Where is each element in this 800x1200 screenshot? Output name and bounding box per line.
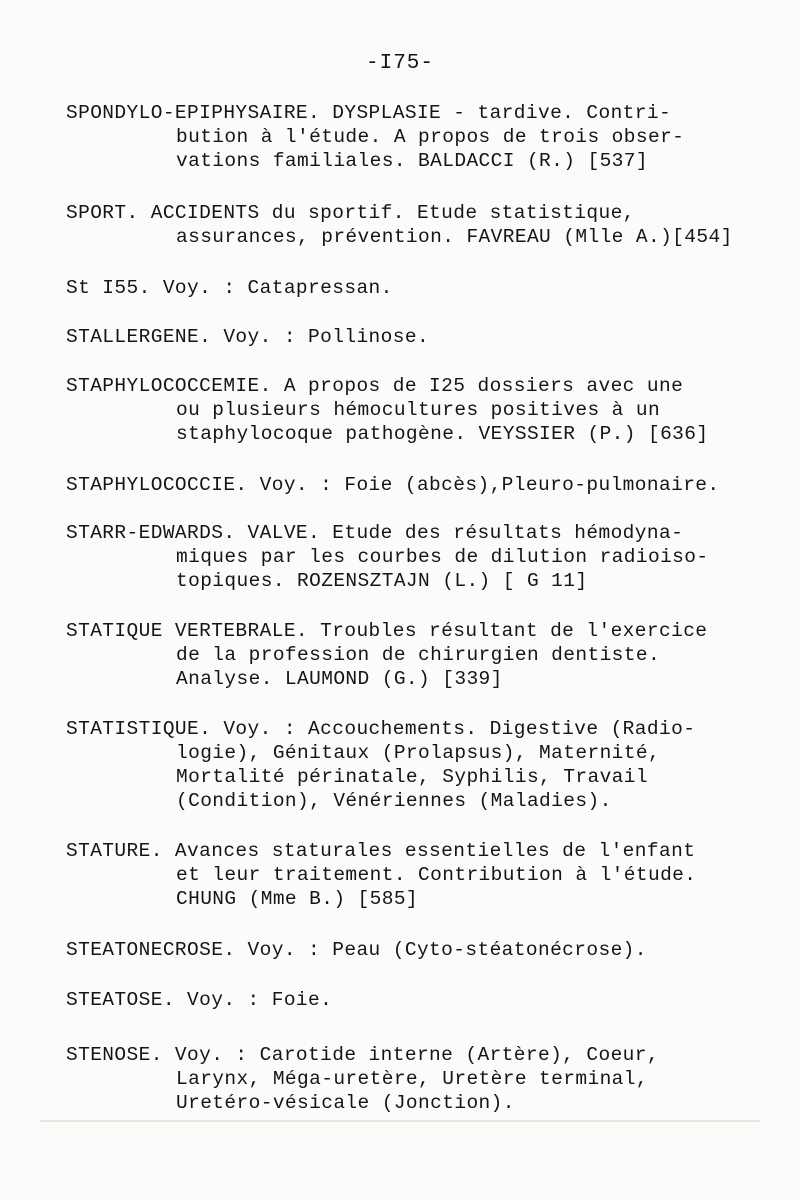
entry-line: miques par les courbes de dilution radioiso- (176, 546, 709, 568)
index-entry-staphylococcemie (66, 374, 746, 446)
index-entry-sport (66, 201, 746, 249)
entry-line: topiques. ROZENSZTAJN (L.) [ G 11] (176, 570, 588, 592)
index-entry-starr-edwards (66, 521, 746, 593)
entry-line: ou plusieurs hémocultures positives à un (176, 399, 661, 421)
entry-line: STATISTIQUE. Voy. : Accouchements. Digestive (Radio- (66, 718, 696, 740)
entry-line: staphylocoque pathogène. VEYSSIER (P.) [636] (176, 423, 709, 445)
entry-line: STALLERGENE. Voy. : Pollinose. (66, 326, 430, 348)
index-entry-steatonecrose (66, 938, 746, 962)
entry-line: SPONDYLO-EPIPHYSAIRE. DYSPLASIE - tardive. Contri- (66, 102, 672, 124)
entry-line: STARR-EDWARDS. VALVE. Etude des résultats hémodyna- (66, 522, 684, 544)
entry-line: bution à l'étude. A propos de trois obser- (176, 126, 685, 148)
entry-line: SPORT. ACCIDENTS du sportif. Etude statistique, (66, 202, 635, 224)
entry-line: St I55. Voy. : Catapressan. (66, 277, 393, 299)
index-entry-st-155 (66, 276, 746, 300)
entry-line: STATIQUE VERTEBRALE. Troubles résultant de l'exercice (66, 620, 708, 642)
entry-line: STENOSE. Voy. : Carotide interne (Artère), Coeur, (66, 1044, 659, 1066)
page-number: -I75- (365, 52, 434, 75)
entry-line: STAPHYLOCOCCIE. Voy. : Foie (abcès),Pleuro-pulmonaire. (66, 474, 720, 496)
index-entry-statique-vertebrale (66, 619, 746, 691)
entry-line: Mortalité périnatale, Syphilis, Travail (176, 766, 648, 788)
entry-line: STATURE. Avances staturales essentielles de l'enfant (66, 840, 696, 862)
entry-line: STEATONECROSE. Voy. : Peau (Cyto-stéatonécrose). (66, 939, 647, 961)
entry-line: STEATOSE. Voy. : Foie. (66, 989, 333, 1011)
index-entry-staphylococcie (66, 473, 746, 497)
entry-line: vations familiales. BALDACCI (R.) [537] (176, 150, 648, 172)
entry-line: assurances, prévention. FAVREAU (Mlle A.)[454] (176, 226, 733, 248)
index-entry-stenose (66, 1043, 746, 1115)
index-entry-statistique (66, 717, 746, 813)
entry-line: logie), Génitaux (Prolapsus), Maternité, (176, 742, 661, 764)
entry-line: Analyse. LAUMOND (G.) [339] (176, 668, 503, 690)
entry-line: CHUNG (Mme B.) [585] (176, 888, 419, 910)
entry-line: STAPHYLOCOCCEMIE. A propos de I25 dossiers avec une (66, 375, 684, 397)
entry-line: de la profession de chirurgien dentiste. (176, 644, 661, 666)
entry-line: (Condition), Vénériennes (Maladies). (176, 790, 612, 812)
entry-line: Uretéro-vésicale (Jonction). (176, 1092, 515, 1114)
index-entry-stallergene (66, 325, 746, 349)
entry-line: et leur traitement. Contribution à l'étude. (176, 864, 697, 886)
index-entry-spondylo-epiphysaire (66, 101, 746, 173)
index-entry-steatose (66, 988, 746, 1012)
entry-line: Larynx, Méga-uretère, Uretère terminal, (176, 1068, 648, 1090)
index-entry-stature (66, 839, 746, 911)
paper-edge-shadow (40, 1120, 760, 1122)
